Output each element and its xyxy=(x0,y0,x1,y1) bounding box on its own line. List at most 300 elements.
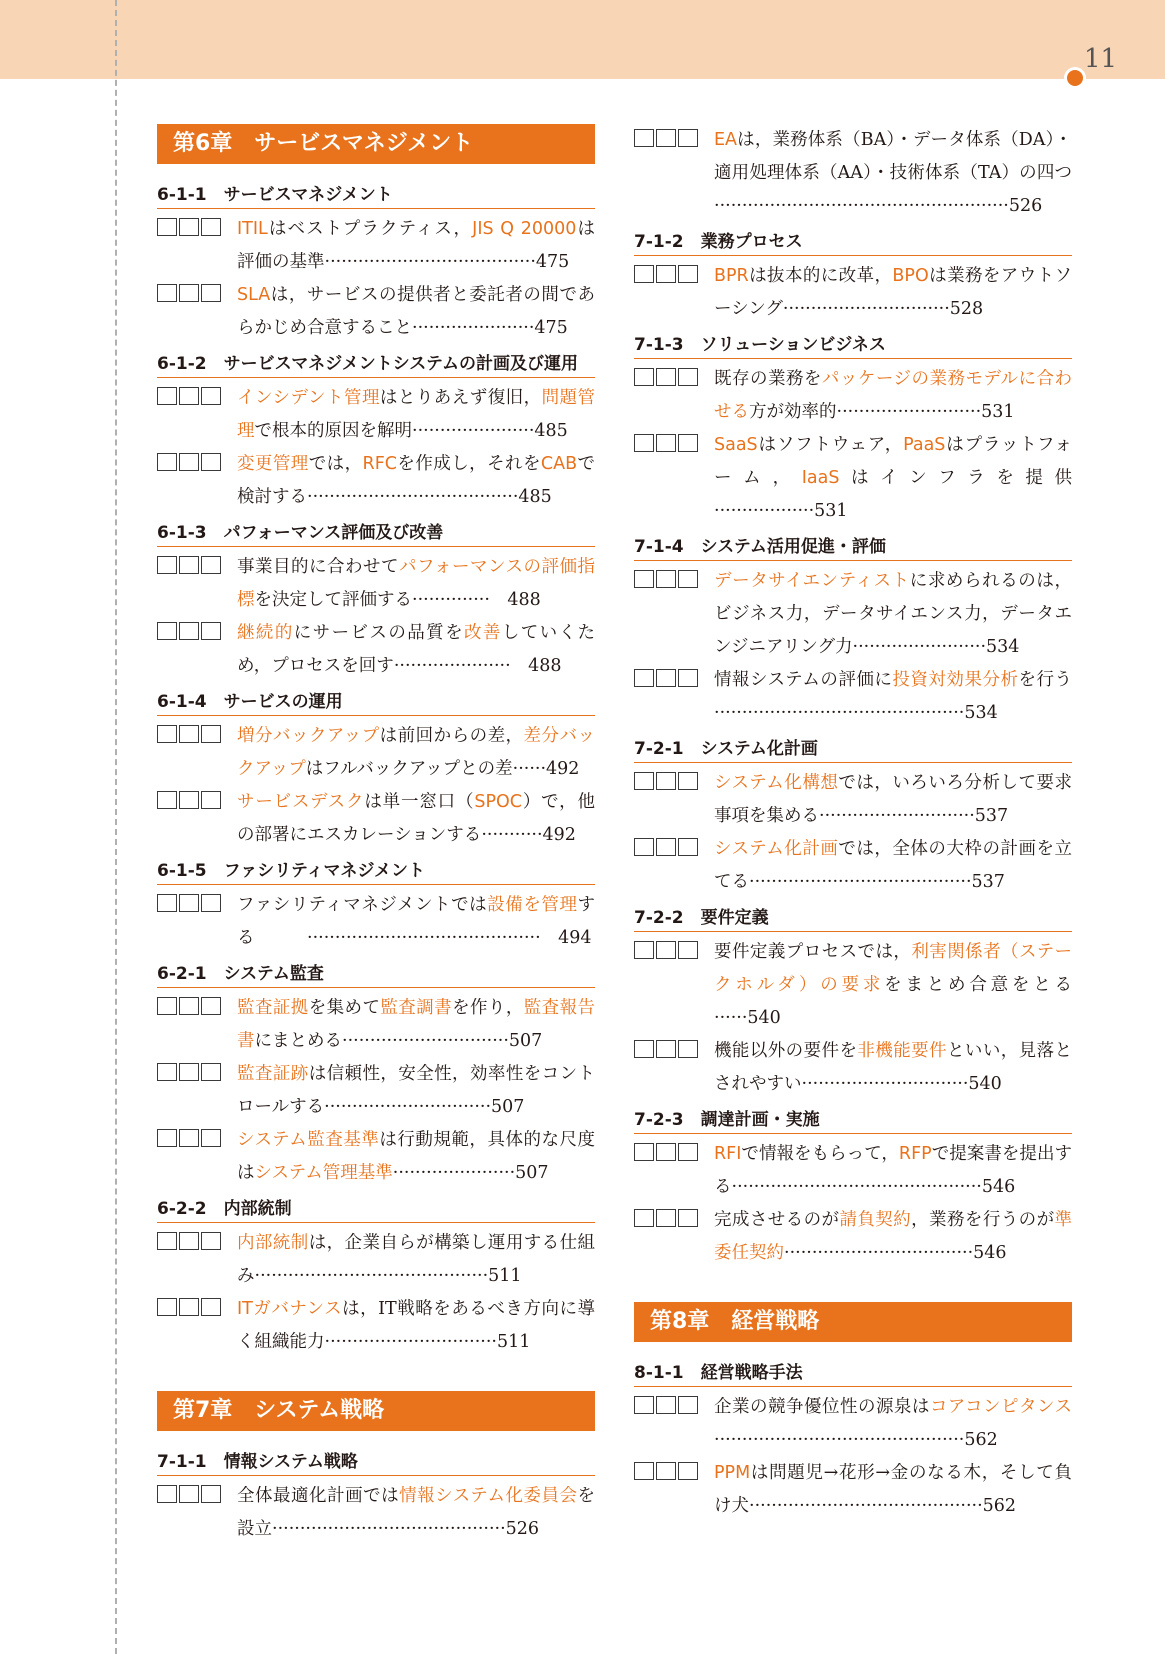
checkbox[interactable] xyxy=(157,1232,177,1250)
checkbox-group xyxy=(157,1058,237,1081)
item-text xyxy=(237,889,595,955)
text-segment: にまとめる xyxy=(254,1031,342,1051)
checkbox[interactable] xyxy=(179,725,199,743)
item-text xyxy=(714,363,1072,429)
text-segment: では，いろいろ分析して要求事項を集める xyxy=(714,773,1073,826)
checkbox[interactable] xyxy=(656,1396,676,1414)
keyword-highlight: 監査証拠 xyxy=(237,998,309,1018)
keyword-highlight: 問題管理 xyxy=(237,388,596,441)
text-segment: を作り， xyxy=(452,998,524,1018)
checkbox-group xyxy=(634,1035,714,1058)
page-marker-dot xyxy=(1064,67,1086,89)
checklist-item xyxy=(157,279,595,345)
checklist-item xyxy=(157,786,595,852)
item-text xyxy=(237,1058,595,1124)
checkbox-group xyxy=(157,889,237,912)
checkbox[interactable] xyxy=(634,1396,654,1414)
checkbox[interactable] xyxy=(201,1129,221,1147)
checkbox[interactable] xyxy=(656,838,676,856)
section-block xyxy=(634,1362,1072,1523)
checkbox[interactable] xyxy=(656,368,676,386)
keyword-highlight: コアコンピタンス xyxy=(929,1397,1072,1417)
checkbox[interactable] xyxy=(678,1040,698,1058)
checkbox[interactable] xyxy=(157,622,177,640)
checkbox[interactable] xyxy=(634,1143,654,1161)
item-text xyxy=(714,565,1072,664)
text-segment: は抜本的に改革， xyxy=(748,266,893,286)
checkbox-group xyxy=(634,1138,714,1161)
text-segment: といい，見落とされやすい xyxy=(714,1041,1073,1094)
checkbox[interactable] xyxy=(201,1063,221,1081)
text-segment: していくため，プロセスを回す xyxy=(237,623,596,676)
checkbox[interactable] xyxy=(656,1462,676,1480)
checkbox[interactable] xyxy=(634,669,654,687)
keyword-highlight: 監査報告書 xyxy=(237,998,596,1051)
checkbox[interactable] xyxy=(634,1462,654,1480)
checkbox[interactable] xyxy=(678,265,698,283)
item-text xyxy=(714,1204,1072,1270)
checkbox[interactable] xyxy=(179,453,199,471)
checkbox[interactable] xyxy=(678,1396,698,1414)
binding-dashed-line xyxy=(115,0,117,1654)
keyword-highlight: SLA xyxy=(237,285,271,305)
text-segment: 既存の業務を xyxy=(714,369,822,389)
item-text xyxy=(714,429,1072,528)
section-heading: 7-2-2 要件定義 xyxy=(634,907,1072,932)
checklist-item xyxy=(157,889,595,955)
section-heading: 6-1-5 ファシリティマネジメント xyxy=(157,860,595,885)
checklist-item xyxy=(157,1124,595,1190)
checkbox[interactable] xyxy=(201,453,221,471)
checkbox[interactable] xyxy=(678,1462,698,1480)
checkbox[interactable] xyxy=(656,941,676,959)
section-block xyxy=(157,963,595,1190)
item-text xyxy=(714,767,1072,833)
checkbox[interactable] xyxy=(656,265,676,283)
item-text xyxy=(237,382,595,448)
checklist-item xyxy=(634,936,1072,1035)
checkbox-group xyxy=(634,260,714,283)
checkbox[interactable] xyxy=(201,284,221,302)
checkbox[interactable] xyxy=(179,1298,199,1316)
checkbox[interactable] xyxy=(157,894,177,912)
checkbox[interactable] xyxy=(656,772,676,790)
section-block xyxy=(634,1109,1072,1270)
section-heading: 7-2-1 システム化計画 xyxy=(634,738,1072,763)
checkbox[interactable] xyxy=(179,1063,199,1081)
page-reference: ······················475 xyxy=(412,318,568,338)
checkbox[interactable] xyxy=(179,997,199,1015)
checkbox[interactable] xyxy=(634,1209,654,1227)
checkbox[interactable] xyxy=(634,570,654,588)
checkbox-group xyxy=(157,213,237,236)
checkbox[interactable] xyxy=(634,941,654,959)
text-segment: 情報システムの評価に xyxy=(714,670,893,690)
text-segment: は信頼性，安全性，効率性をコントロールする xyxy=(237,1064,596,1117)
text-segment: 全体最適化計画では xyxy=(237,1486,400,1506)
checkbox[interactable] xyxy=(201,622,221,640)
section-block xyxy=(634,231,1072,326)
checkbox[interactable] xyxy=(678,434,698,452)
text-segment: は業務をアウトソーシング xyxy=(714,266,1073,319)
keyword-highlight: PPM xyxy=(714,1463,751,1483)
keyword-highlight: 準委任契約 xyxy=(714,1210,1073,1263)
checkbox[interactable] xyxy=(634,838,654,856)
item-text xyxy=(237,720,595,786)
keyword-highlight: 変更管理 xyxy=(237,454,309,474)
checkbox[interactable] xyxy=(656,129,676,147)
checkbox[interactable] xyxy=(634,772,654,790)
checkbox[interactable] xyxy=(201,556,221,574)
checkbox-group xyxy=(634,124,714,147)
checkbox[interactable] xyxy=(656,570,676,588)
checklist-item xyxy=(157,448,595,514)
keyword-highlight: データサイエンティスト xyxy=(714,571,910,591)
checkbox[interactable] xyxy=(157,1063,177,1081)
page-reference: ······················507 xyxy=(392,1163,549,1183)
checkbox-group xyxy=(634,1204,714,1227)
page-reference: ··················531 xyxy=(714,501,848,521)
checkbox-group xyxy=(634,1457,714,1480)
checklist-item xyxy=(157,213,595,279)
text-segment: はソフトウェア， xyxy=(757,435,904,455)
item-text xyxy=(237,992,595,1058)
item-text xyxy=(714,1035,1072,1101)
checkbox[interactable] xyxy=(179,791,199,809)
page-reference: ·············································546 xyxy=(731,1177,1016,1197)
checkbox-group xyxy=(634,936,714,959)
checkbox[interactable] xyxy=(678,1209,698,1227)
checkbox[interactable] xyxy=(634,1040,654,1058)
text-segment: は単一窓口（ xyxy=(364,792,475,812)
checkbox-group xyxy=(157,448,237,471)
checklist-item xyxy=(634,1204,1072,1270)
text-segment: は行動規範，具体的な尺度は xyxy=(237,1130,596,1183)
page-reference: ·········································· 494 xyxy=(254,928,592,948)
checkbox[interactable] xyxy=(157,284,177,302)
checkbox[interactable] xyxy=(656,434,676,452)
chapter-heading: 第7章 システム戦略 xyxy=(157,1391,595,1431)
checkbox[interactable] xyxy=(157,556,177,574)
checkbox[interactable] xyxy=(201,1298,221,1316)
page-reference: ······························507 xyxy=(324,1097,525,1117)
right-column xyxy=(634,124,1072,1531)
checkbox[interactable] xyxy=(201,725,221,743)
checkbox[interactable] xyxy=(179,1485,199,1503)
checkbox-group xyxy=(157,1124,237,1147)
keyword-highlight: CAB xyxy=(540,454,578,474)
checklist-item xyxy=(157,551,595,617)
page-reference: ······492 xyxy=(512,759,580,779)
item-text xyxy=(237,551,595,617)
keyword-highlight: パッケージの業務モデルに合わせる xyxy=(714,369,1073,422)
checkbox[interactable] xyxy=(179,894,199,912)
section-heading: 6-2-1 システム監査 xyxy=(157,963,595,988)
checklist-item xyxy=(157,1293,595,1359)
checkbox-group xyxy=(157,992,237,1015)
page-reference: ··········································526 xyxy=(272,1519,540,1539)
text-segment: はベストプラクティス， xyxy=(267,219,473,239)
checkbox[interactable] xyxy=(634,265,654,283)
keyword-highlight: SPOC xyxy=(474,792,522,812)
keyword-highlight: IaaS xyxy=(801,468,840,488)
text-segment: を設立 xyxy=(237,1486,596,1539)
text-segment: は，企業自らが構築し運用する仕組み xyxy=(237,1233,596,1286)
item-text xyxy=(714,124,1072,223)
section-block xyxy=(634,124,1072,223)
checkbox-group xyxy=(634,429,714,452)
text-segment: で提案書を提出する xyxy=(714,1144,1073,1197)
checkbox[interactable] xyxy=(201,218,221,236)
keyword-highlight: 監査証跡 xyxy=(237,1064,309,1084)
section-block xyxy=(634,738,1072,899)
checkbox[interactable] xyxy=(678,368,698,386)
checklist-item xyxy=(157,1480,595,1546)
checkbox-group xyxy=(157,1227,237,1250)
keyword-highlight: 非機能要件 xyxy=(857,1041,947,1061)
checkbox[interactable] xyxy=(157,1129,177,1147)
keyword-highlight: システム化計画 xyxy=(714,839,839,859)
keyword-highlight: インシデント管理 xyxy=(237,388,380,408)
keyword-highlight: 継続的 xyxy=(237,623,294,643)
text-segment: は評価の基準 xyxy=(237,219,595,272)
checkbox[interactable] xyxy=(201,1485,221,1503)
checkbox[interactable] xyxy=(157,1298,177,1316)
keyword-highlight: システム監査基準 xyxy=(237,1130,380,1150)
checklist-item xyxy=(157,382,595,448)
item-text xyxy=(237,786,595,852)
checkbox[interactable] xyxy=(678,941,698,959)
section-block xyxy=(157,691,595,852)
checkbox[interactable] xyxy=(678,838,698,856)
checkbox-group xyxy=(634,833,714,856)
page-reference: ·······························511 xyxy=(324,1332,531,1352)
checklist-item xyxy=(634,1391,1072,1457)
section-block xyxy=(157,522,595,683)
page-reference: ··································546 xyxy=(784,1243,1007,1263)
page-reference: ······························528 xyxy=(782,299,984,319)
item-text xyxy=(237,213,595,279)
section-heading: 8-1-1 経営戦略手法 xyxy=(634,1362,1072,1387)
keyword-highlight: RFI xyxy=(714,1144,742,1164)
section-block xyxy=(157,860,595,955)
checkbox[interactable] xyxy=(179,284,199,302)
item-text xyxy=(237,279,595,345)
checkbox[interactable] xyxy=(201,997,221,1015)
text-segment: ファシリティマネジメントでは xyxy=(237,895,488,915)
checkbox[interactable] xyxy=(179,218,199,236)
keyword-highlight: パフォーマンスの評価指標 xyxy=(237,557,595,610)
checklist-item xyxy=(634,1457,1072,1523)
section-block xyxy=(634,536,1072,730)
checkbox[interactable] xyxy=(201,387,221,405)
keyword-highlight: システム化構想 xyxy=(714,773,839,793)
checklist-item xyxy=(634,260,1072,326)
section-heading: 6-2-2 内部統制 xyxy=(157,1198,595,1223)
item-text xyxy=(714,833,1072,899)
checklist-item xyxy=(634,833,1072,899)
text-segment: はとりあえず復旧， xyxy=(379,388,542,408)
section-block xyxy=(157,353,595,514)
checklist-item xyxy=(157,617,595,683)
checkbox[interactable] xyxy=(157,387,177,405)
text-segment: は，業務体系（BA）・データ体系（DA）・適用処理体系（AA）・技術体系（TA）の四つ xyxy=(714,130,1072,183)
page-reference: ········································537 xyxy=(749,872,1005,892)
checkbox[interactable] xyxy=(179,1232,199,1250)
checkbox[interactable] xyxy=(634,129,654,147)
checklist-item xyxy=(634,124,1072,223)
section-heading: 7-2-3 調達計画・実施 xyxy=(634,1109,1072,1134)
chapter-heading: 第6章 サービスマネジメント xyxy=(157,124,595,164)
section-heading: 7-1-3 ソリューションビジネス xyxy=(634,334,1072,359)
checkbox-group xyxy=(157,786,237,809)
text-segment: は前回からの差， xyxy=(379,726,524,746)
item-text xyxy=(237,448,595,514)
section-heading: 6-1-4 サービスの運用 xyxy=(157,691,595,716)
text-segment: 企業の競争優位性の源泉は xyxy=(714,1397,930,1417)
text-segment: では，全体の大枠の計画を立てる xyxy=(714,839,1073,892)
checkbox[interactable] xyxy=(634,434,654,452)
keyword-highlight: EA xyxy=(714,130,738,150)
checkbox[interactable] xyxy=(179,387,199,405)
section-block xyxy=(157,1198,595,1359)
keyword-highlight: 利害関係者（ステークホルダ）の要求 xyxy=(714,942,1073,995)
checkbox[interactable] xyxy=(678,1143,698,1161)
text-segment: する xyxy=(237,895,595,948)
keyword-highlight: 設備を管理 xyxy=(487,895,578,915)
item-text xyxy=(714,1138,1072,1204)
checkbox-group xyxy=(634,664,714,687)
text-segment: ，業務を行うのが xyxy=(911,1210,1055,1230)
text-segment: は，サービスの提供者と委託者の間であらかじめ合意すること xyxy=(237,285,595,338)
chapter-heading: 第8章 経営戦略 xyxy=(634,1302,1072,1342)
checklist-item xyxy=(634,767,1072,833)
text-segment: は問題児→花形→金のなる木，そして負け犬 xyxy=(714,1463,1072,1516)
checkbox-group xyxy=(157,551,237,574)
checkbox[interactable] xyxy=(179,556,199,574)
checklist-item xyxy=(157,720,595,786)
text-segment: では， xyxy=(308,454,363,474)
page-reference: ·············· 488 xyxy=(412,590,541,610)
section-block xyxy=(157,1451,595,1546)
keyword-highlight: 差分バックアップ xyxy=(237,726,596,779)
text-segment: は，IT戦略をあるべき方向に導く組織能力 xyxy=(237,1299,595,1352)
checkbox-group xyxy=(634,565,714,588)
section-block xyxy=(634,907,1072,1101)
text-segment: をまとめ合意をとる xyxy=(884,975,1073,995)
checklist-item xyxy=(634,664,1072,730)
checkbox[interactable] xyxy=(201,894,221,912)
section-heading: 6-1-1 サービスマネジメント xyxy=(157,184,595,209)
checkbox[interactable] xyxy=(634,368,654,386)
page-reference: ······························540 xyxy=(801,1074,1002,1094)
item-text xyxy=(714,1391,1072,1457)
checkbox-group xyxy=(157,382,237,405)
keyword-highlight: 監査調書 xyxy=(380,998,453,1018)
page-reference: ······························507 xyxy=(342,1031,543,1051)
keyword-highlight: 改善 xyxy=(464,623,502,643)
page-reference: ·············································534 xyxy=(714,703,998,723)
checkbox[interactable] xyxy=(157,997,177,1015)
item-text xyxy=(237,617,595,683)
checkbox[interactable] xyxy=(678,570,698,588)
keyword-highlight: BPR xyxy=(714,266,749,286)
keyword-highlight: ITIL xyxy=(237,219,268,239)
text-segment: ）で，他の部署にエスカレーションする xyxy=(237,792,595,845)
checkbox[interactable] xyxy=(656,1209,676,1227)
text-segment: を集めて xyxy=(308,998,381,1018)
checkbox-group xyxy=(634,363,714,386)
page-reference: ·············································562 xyxy=(714,1430,998,1450)
item-text xyxy=(237,1480,595,1546)
checkbox[interactable] xyxy=(179,622,199,640)
section-heading: 6-1-2 サービスマネジメントシステムの計画及び運用 xyxy=(157,353,595,378)
checkbox[interactable] xyxy=(678,772,698,790)
text-segment: 完成させるのが xyxy=(714,1210,840,1230)
checklist-item xyxy=(634,429,1072,528)
checkbox-group xyxy=(157,720,237,743)
page-reference: ····························537 xyxy=(819,806,1009,826)
section-heading: 7-1-4 システム活用促進・評価 xyxy=(634,536,1072,561)
page-reference: ························534 xyxy=(852,637,1020,657)
keyword-highlight: 投資対効果分析 xyxy=(892,670,1019,690)
text-segment: を決定して評価する xyxy=(254,590,412,610)
page-reference: ······································485 xyxy=(307,487,552,507)
text-segment: に求められるのは，ビジネス力，データサイエンス力，データエンジニアリング力 xyxy=(714,571,1072,657)
item-text xyxy=(714,936,1072,1035)
checkbox[interactable] xyxy=(157,791,177,809)
text-segment: 要件定義プロセスでは， xyxy=(714,942,912,962)
checkbox[interactable] xyxy=(678,669,698,687)
text-segment: を作成し，それを xyxy=(396,454,541,474)
text-segment: 方が効率的 xyxy=(749,402,837,422)
text-segment: 機能以外の要件を xyxy=(714,1041,858,1061)
keyword-highlight: BPO xyxy=(892,266,929,286)
checklist-item xyxy=(157,1058,595,1124)
page-reference: ···········492 xyxy=(481,825,576,845)
checkbox[interactable] xyxy=(157,218,177,236)
checkbox[interactable] xyxy=(656,1040,676,1058)
page-reference: ······································475 xyxy=(324,252,570,272)
checklist-item xyxy=(634,1035,1072,1101)
checkbox[interactable] xyxy=(179,1129,199,1147)
checkbox[interactable] xyxy=(157,1485,177,1503)
page-number: 11 xyxy=(1084,44,1118,74)
section-block xyxy=(157,184,595,345)
checkbox[interactable] xyxy=(157,453,177,471)
keyword-highlight: 増分バックアップ xyxy=(237,726,380,746)
section-heading: 7-1-2 業務プロセス xyxy=(634,231,1072,256)
text-segment: で検討する xyxy=(237,454,596,507)
text-segment: はインフラを提供 xyxy=(839,468,1072,488)
text-segment: にサービスの品質を xyxy=(293,623,464,643)
section-heading: 6-1-3 パフォーマンス評価及び改善 xyxy=(157,522,595,547)
text-segment: を行う xyxy=(1018,670,1073,690)
page-reference: ··························531 xyxy=(836,402,1015,422)
checkbox[interactable] xyxy=(201,791,221,809)
checkbox[interactable] xyxy=(201,1232,221,1250)
checkbox[interactable] xyxy=(157,725,177,743)
checkbox[interactable] xyxy=(656,1143,676,1161)
section-heading: 7-1-1 情報システム戦略 xyxy=(157,1451,595,1476)
keyword-highlight: 請負契約 xyxy=(839,1210,912,1230)
checkbox[interactable] xyxy=(656,669,676,687)
checklist-item xyxy=(634,1138,1072,1204)
item-text xyxy=(237,1227,595,1293)
checklist-item xyxy=(634,565,1072,664)
item-text xyxy=(714,260,1072,326)
checkbox[interactable] xyxy=(678,129,698,147)
